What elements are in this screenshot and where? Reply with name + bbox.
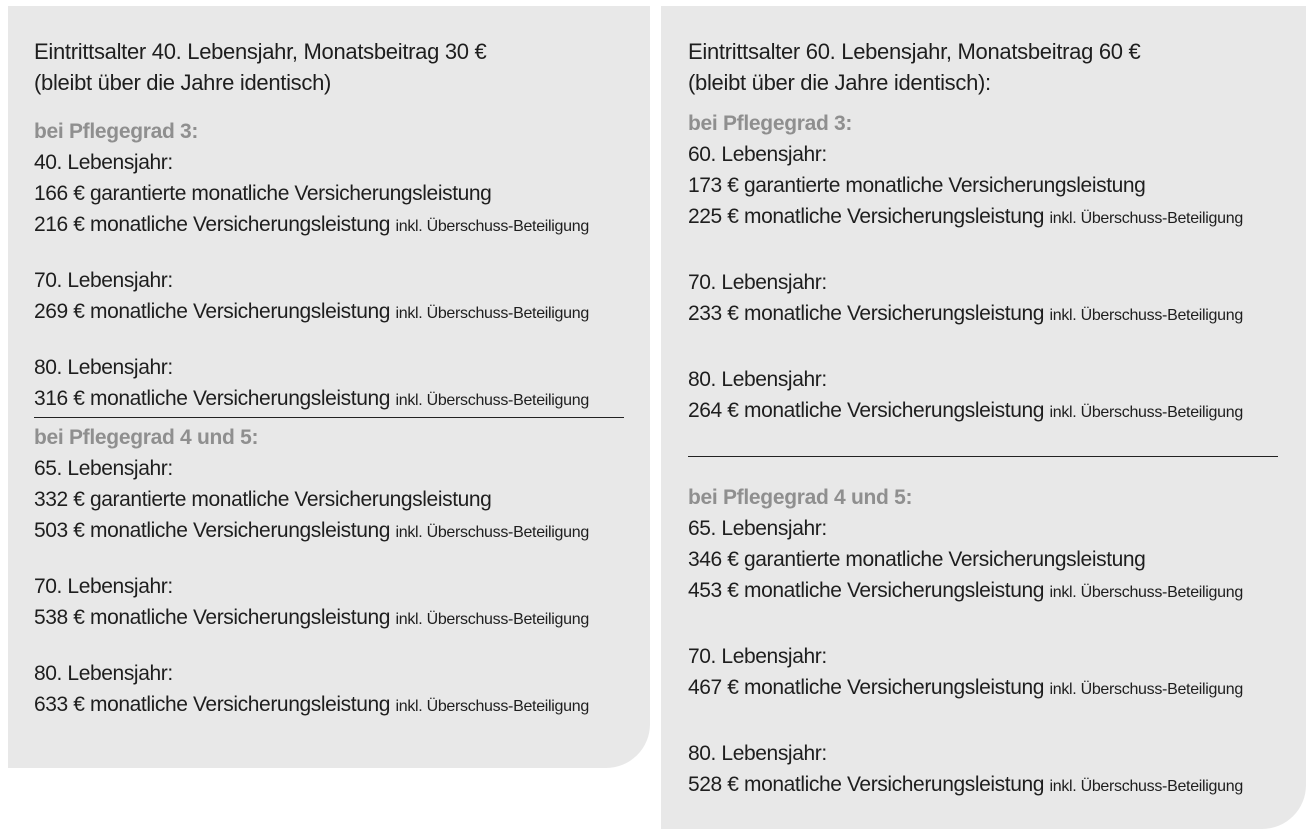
panel-title (34, 36, 650, 98)
benefit-row (688, 672, 1306, 705)
benefit-main: 173 € garantierte monatliche Versicherungsleistung (688, 174, 1146, 197)
benefit-note: inkl. Überschuss-Beteiligung (395, 305, 589, 322)
benefit-row (688, 201, 1306, 234)
benefit-note: inkl. Überschuss-Beteiligung (395, 698, 589, 715)
age-label: 65. Lebensjahr: (34, 457, 173, 480)
benefit-note: inkl. Überschuss-Beteiligung (395, 218, 589, 235)
age-label: 70. Lebensjahr: (34, 575, 173, 598)
benefit-main: 528 € monatliche Versicherungsleistung (688, 773, 1050, 796)
benefit-note: inkl. Überschuss-Beteiligung (395, 392, 589, 409)
age-group (688, 641, 1306, 705)
benefit-note: inkl. Überschuss-Beteiligung (1049, 778, 1243, 795)
age-group (34, 571, 650, 635)
benefit-note: inkl. Überschuss-Beteiligung (1049, 584, 1243, 601)
panel-entry-age-40 (8, 6, 650, 768)
benefit-row (34, 178, 650, 209)
benefit-note: inkl. Überschuss-Beteiligung (395, 611, 589, 628)
benefit-main: 233 € monatliche Versicherungsleistung (688, 302, 1050, 325)
benefit-main: 225 € monatliche Versicherungsleistung (688, 205, 1050, 228)
benefit-row (34, 383, 650, 416)
age-label: 70. Lebensjahr: (688, 645, 827, 668)
benefit-row (34, 296, 650, 329)
benefit-note: inkl. Überschuss-Beteiligung (395, 524, 589, 541)
age-label: 80. Lebensjahr: (34, 662, 173, 685)
panel-title (688, 36, 1306, 98)
benefit-main: 503 € monatliche Versicherungsleistung (34, 519, 396, 542)
benefit-row (34, 484, 650, 515)
benefit-row (688, 544, 1306, 575)
benefit-note: inkl. Überschuss-Beteiligung (1049, 681, 1243, 698)
benefit-row (688, 769, 1306, 802)
panel-entry-age-60 (661, 6, 1306, 829)
benefit-main: 269 € monatliche Versicherungsleistung (34, 300, 396, 323)
benefit-row (688, 170, 1306, 201)
age-label: 80. Lebensjahr: (688, 368, 827, 391)
benefit-main: 467 € monatliche Versicherungsleistung (688, 676, 1050, 699)
age-label: 80. Lebensjahr: (34, 356, 173, 379)
benefit-main: 332 € garantierte monatliche Versicherungsleistung (34, 488, 492, 511)
benefit-row (34, 602, 650, 635)
age-label: 70. Lebensjahr: (34, 269, 173, 292)
benefit-row (688, 575, 1306, 608)
benefit-main: 166 € garantierte monatliche Versicherungsleistung (34, 182, 492, 205)
age-group (688, 139, 1306, 234)
age-label: 80. Lebensjahr: (688, 742, 827, 765)
section-label-grade-4-5: bei Pflegegrad 4 und 5: (34, 426, 259, 449)
title-line-2: (bleibt über die Jahre identisch): (688, 70, 991, 95)
benefit-main: 216 € monatliche Versicherungsleistung (34, 213, 396, 236)
section-divider (688, 456, 1278, 457)
age-group (688, 513, 1306, 608)
section-label-grade-3: bei Pflegegrad 3: (688, 112, 853, 135)
benefit-main: 264 € monatliche Versicherungsleistung (688, 399, 1050, 422)
benefit-row (688, 395, 1306, 428)
benefit-main: 453 € monatliche Versicherungsleistung (688, 579, 1050, 602)
age-label: 70. Lebensjahr: (688, 271, 827, 294)
age-group (688, 364, 1306, 428)
age-group (34, 352, 650, 416)
title-line-1: Eintrittsalter 40. Lebensjahr, Monatsbeitrag 30 € (34, 39, 487, 64)
section-divider (34, 417, 624, 418)
benefit-row (688, 298, 1306, 331)
benefit-row (34, 209, 650, 242)
benefit-note: inkl. Überschuss-Beteiligung (1049, 210, 1243, 227)
age-group (688, 738, 1306, 802)
benefit-main: 538 € monatliche Versicherungsleistung (34, 606, 396, 629)
benefit-main: 316 € monatliche Versicherungsleistung (34, 387, 396, 410)
section-label-grade-4-5: bei Pflegegrad 4 und 5: (688, 486, 913, 509)
title-line-1: Eintrittsalter 60. Lebensjahr, Monatsbeitrag 60 € (688, 39, 1141, 64)
benefit-row (34, 515, 650, 548)
age-group (34, 453, 650, 548)
age-label: 60. Lebensjahr: (688, 143, 827, 166)
title-line-2: (bleibt über die Jahre identisch) (34, 70, 332, 95)
age-group (34, 658, 650, 722)
age-label: 40. Lebensjahr: (34, 151, 173, 174)
age-label: 65. Lebensjahr: (688, 517, 827, 540)
benefit-row (34, 689, 650, 722)
age-group (34, 147, 650, 242)
benefit-main: 633 € monatliche Versicherungsleistung (34, 693, 396, 716)
age-group (688, 267, 1306, 331)
benefit-main: 346 € garantierte monatliche Versicherungsleistung (688, 548, 1146, 571)
age-group (34, 265, 650, 329)
section-label-grade-3: bei Pflegegrad 3: (34, 120, 199, 143)
benefit-note: inkl. Überschuss-Beteiligung (1049, 307, 1243, 324)
benefit-note: inkl. Überschuss-Beteiligung (1049, 404, 1243, 421)
